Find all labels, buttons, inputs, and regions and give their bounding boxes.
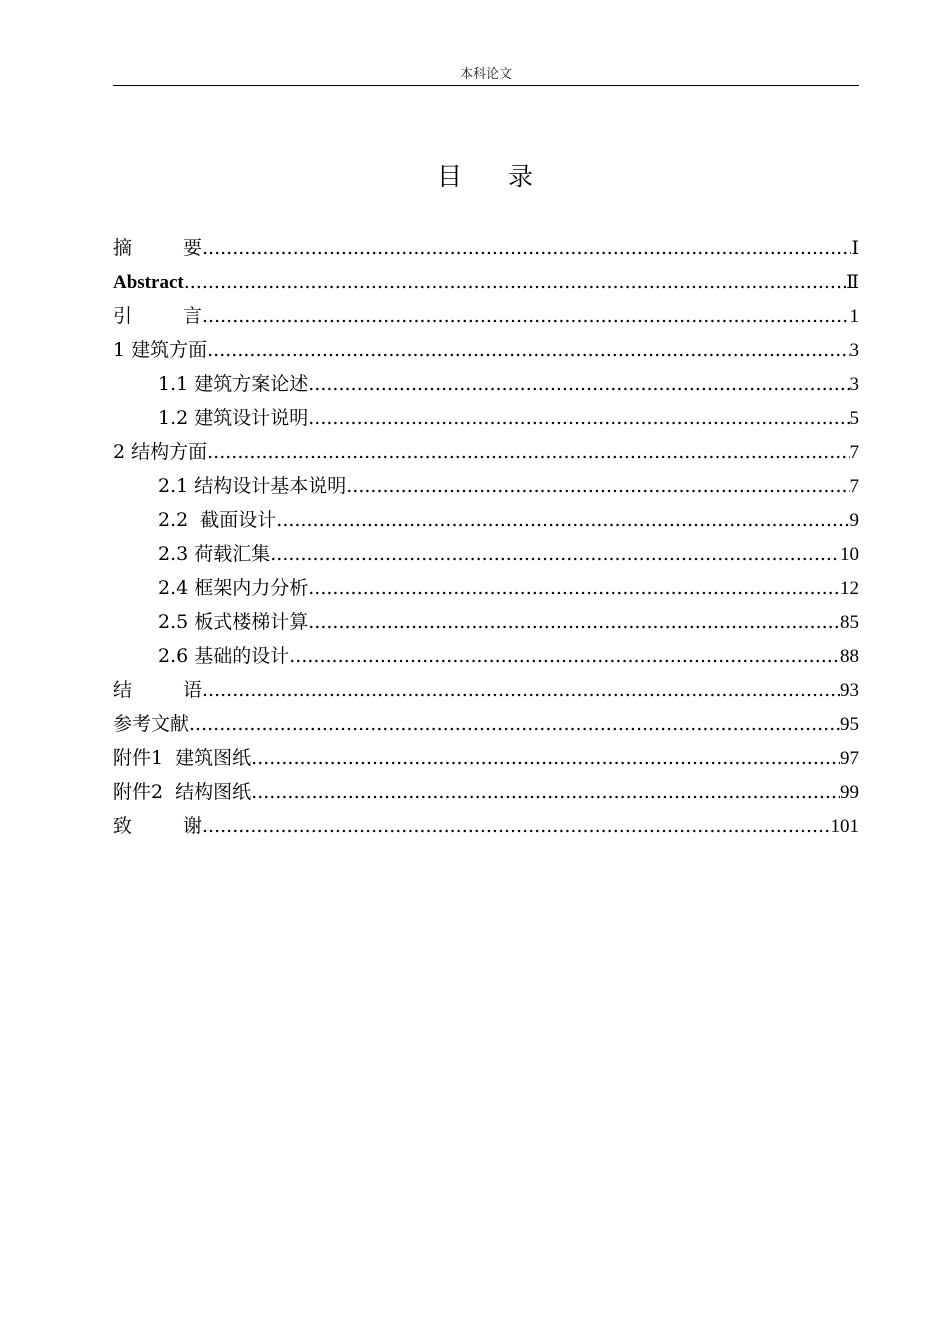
- toc-entry-label: 参考文献: [113, 713, 190, 735]
- toc-entry-label: 附件2 结构图纸: [113, 781, 252, 803]
- toc-entry-label: Abstract: [113, 272, 184, 293]
- toc-entry-label: 2.4 框架内力分析: [158, 577, 309, 599]
- toc-entry-page: Ⅱ: [846, 272, 859, 293]
- toc-entry-page: 85: [840, 612, 859, 633]
- page-header: 本科论文: [459, 67, 512, 82]
- header-rule: [113, 85, 859, 86]
- toc-entry-appendix-2[interactable]: [113, 775, 859, 809]
- toc-leader: [251, 741, 840, 775]
- toc-entry-page: 12: [840, 578, 859, 599]
- toc-leader: [270, 537, 840, 571]
- toc-entry-section-2-5[interactable]: [113, 605, 859, 639]
- toc-entry-acknowledgements[interactable]: [113, 809, 859, 843]
- toc-entry-label: 1 建筑方面: [113, 339, 208, 361]
- toc-entry-introduction[interactable]: [113, 299, 859, 333]
- toc-entry-appendix-1[interactable]: [113, 741, 859, 775]
- toc-title-part2: 录: [508, 162, 536, 191]
- toc-entry-label: 1.1 建筑方案论述: [158, 373, 309, 395]
- table-of-contents: [113, 231, 859, 843]
- toc-entry-chapter-2[interactable]: [113, 435, 859, 469]
- toc-entry-conclusion[interactable]: [113, 673, 859, 707]
- toc-entry-label: 2.5 板式楼梯计算: [158, 611, 309, 633]
- toc-entry-abstract-en[interactable]: [113, 265, 859, 299]
- toc-leader: [308, 401, 849, 435]
- toc-entry-section-1-1[interactable]: [113, 367, 859, 401]
- toc-entry-page: 88: [840, 646, 859, 667]
- toc-leader: [289, 639, 840, 673]
- toc-entry-section-2-4[interactable]: [113, 571, 859, 605]
- toc-entry-label: 2.3 荷载汇集: [158, 543, 271, 565]
- toc-leader: [202, 299, 850, 333]
- toc-entry-page: 9: [849, 510, 859, 531]
- toc-leader: [251, 775, 840, 809]
- toc-entry-page: 1: [849, 306, 859, 327]
- toc-leader: [202, 673, 840, 707]
- toc-entry-page: 5: [849, 408, 859, 429]
- toc-entry-page: 95: [840, 714, 859, 735]
- toc-leader: [308, 605, 840, 639]
- toc-leader: [202, 809, 831, 843]
- toc-leader: [346, 469, 849, 503]
- toc-entry-label: 致谢: [113, 815, 202, 837]
- toc-entry-page: 97: [840, 748, 859, 769]
- toc-entry-abstract-cn[interactable]: [113, 231, 859, 265]
- toc-entry-section-2-1[interactable]: [113, 469, 859, 503]
- toc-entry-page: Ⅰ: [851, 238, 859, 259]
- toc-leader: [308, 367, 849, 401]
- toc-leader: [276, 503, 849, 537]
- toc-entry-page: 7: [849, 442, 859, 463]
- toc-entry-label: 2.1 结构设计基本说明: [158, 475, 347, 497]
- toc-entry-references[interactable]: [113, 707, 859, 741]
- toc-title-part1: 目: [436, 162, 464, 191]
- toc-leader: [184, 265, 846, 299]
- toc-entry-label: 结语: [113, 679, 202, 701]
- toc-entry-page: 93: [840, 680, 859, 701]
- toc-entry-label: 摘要: [113, 237, 202, 259]
- toc-title: [113, 160, 859, 194]
- toc-entry-label: 2 结构方面: [113, 441, 208, 463]
- toc-entry-chapter-1[interactable]: [113, 333, 859, 367]
- toc-entry-page: 3: [849, 374, 859, 395]
- toc-entry-section-2-2[interactable]: [113, 503, 859, 537]
- toc-entry-label: 附件1 建筑图纸: [113, 747, 252, 769]
- toc-leader: [207, 333, 849, 367]
- toc-entry-page: 10: [840, 544, 859, 565]
- toc-entry-label: 1.2 建筑设计说明: [158, 407, 309, 429]
- toc-entry-page: 99: [840, 782, 859, 803]
- toc-leader: [207, 435, 849, 469]
- toc-entry-section-1-2[interactable]: [113, 401, 859, 435]
- toc-entry-page: 3: [849, 340, 859, 361]
- toc-entry-label: 引言: [113, 305, 202, 327]
- toc-entry-page: 101: [830, 816, 859, 837]
- toc-entry-page: 7: [849, 476, 859, 497]
- toc-entry-section-2-3[interactable]: [113, 537, 859, 571]
- toc-leader: [308, 571, 840, 605]
- toc-entry-section-2-6[interactable]: [113, 639, 859, 673]
- toc-entry-label: 2.2 截面设计: [158, 509, 277, 531]
- toc-leader: [189, 707, 840, 741]
- toc-entry-label: 2.6 基础的设计: [158, 645, 290, 667]
- toc-leader: [202, 231, 851, 265]
